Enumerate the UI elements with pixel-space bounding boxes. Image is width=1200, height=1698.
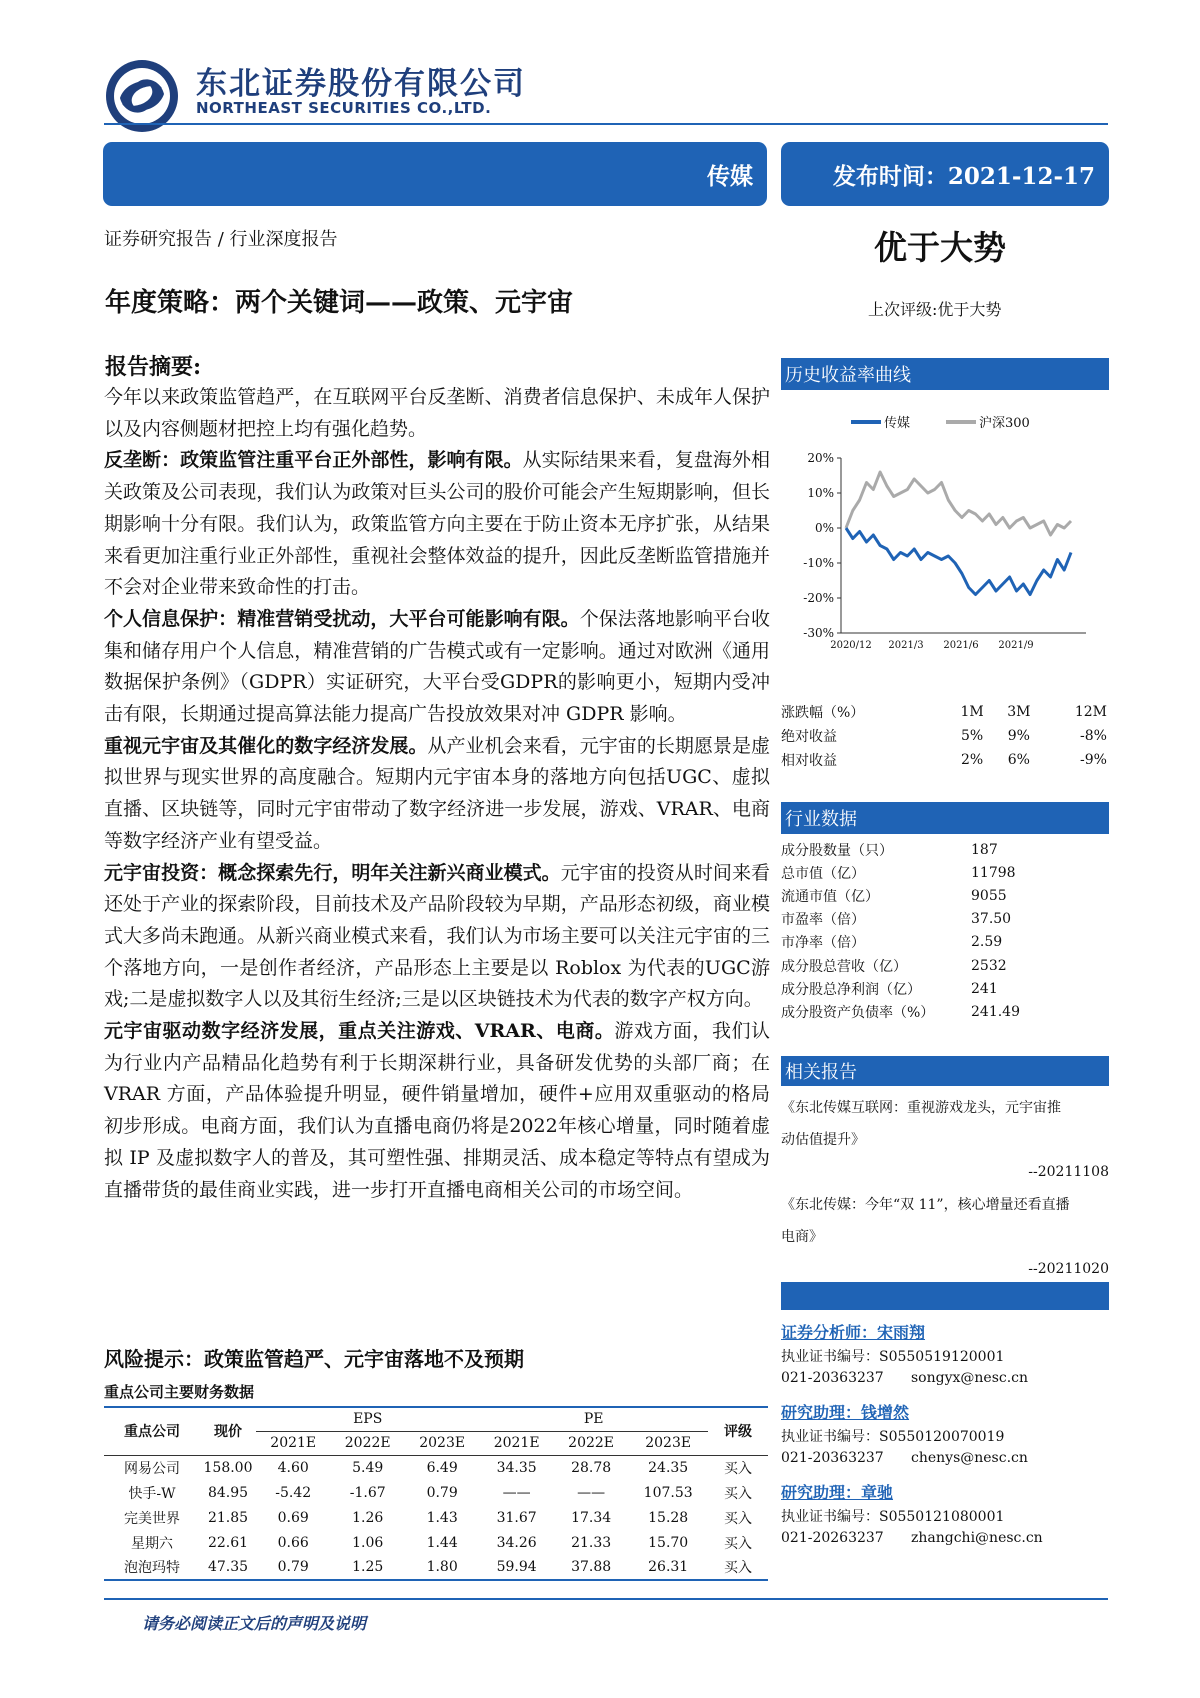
industry-label: 总市值（亿） <box>781 865 865 882</box>
cell-price: 158.00 <box>203 1459 253 1476</box>
col-company: 重点公司 <box>124 1424 180 1441</box>
analyst-email[interactable]: zhangchi@nesc.cn <box>911 1530 1043 1546</box>
paragraph-heading: 反垄断：政策监管注重平台正外部性，影响有限。 <box>104 449 523 472</box>
abstract-paragraph <box>104 858 770 1017</box>
analyst-cert: 执业证书编号：S0550120070019 <box>781 1429 1005 1445</box>
cell-eps: -5.42 <box>275 1484 312 1501</box>
industry-value: 241.49 <box>971 1003 1020 1020</box>
industry-label: 成分股总营收（亿） <box>781 958 907 975</box>
perf-row <box>781 748 1107 772</box>
fin-table-title: 重点公司主要财务数据 <box>104 1383 255 1401</box>
year-cell: 2023E <box>419 1435 466 1451</box>
x-tick-label: 2021/6 <box>943 640 979 651</box>
cell-price: 47.35 <box>207 1559 249 1575</box>
cell-eps: -1.67 <box>349 1484 386 1501</box>
col-pe: PE <box>479 1407 708 1431</box>
industry-value: 2.59 <box>971 934 1003 951</box>
rating: 优于大势 <box>874 228 1006 267</box>
year-cell: 2022E <box>344 1435 391 1451</box>
cell-eps: 6.49 <box>426 1459 458 1476</box>
abstract-body <box>104 382 770 1206</box>
perf-header: 3M <box>1007 704 1031 720</box>
table-row <box>104 1530 768 1555</box>
cell-pe: 31.67 <box>496 1509 537 1526</box>
year-cell: 2023E <box>645 1435 692 1451</box>
chart-section-bar <box>781 358 1109 390</box>
cell-pe: 34.35 <box>496 1459 537 1476</box>
x-tick-label: 2020/12 <box>830 640 872 651</box>
perf-cell: 6% <box>1007 752 1030 768</box>
related-section-bar <box>781 1056 1109 1086</box>
y-tick-label: 10% <box>807 486 834 500</box>
perf-cell: 9% <box>1007 728 1030 744</box>
x-tick-label: 2021/3 <box>888 640 924 651</box>
perf-row <box>781 724 1107 748</box>
y-tick-label: -30% <box>803 626 834 640</box>
perf-header: 涨跌幅（%） <box>781 705 865 721</box>
risk-warning: 风险提示：政策监管趋严、元宇宙落地不及预期 <box>104 1347 524 1371</box>
previous-rating: 上次评级:优于大势 <box>868 300 1002 319</box>
related-report-date: --20211020 <box>1028 1261 1109 1277</box>
cell-pe: 59.94 <box>496 1559 537 1575</box>
related-report-line: 《东北传媒：今年“双 11”，核心增量还看直播 <box>781 1197 1070 1213</box>
cell-rating: 买入 <box>724 1460 752 1477</box>
cell-eps: 0.79 <box>426 1484 458 1501</box>
industry-label: 市盈率（倍） <box>781 912 865 929</box>
cell-eps: 1.25 <box>352 1559 384 1575</box>
perf-cell: 2% <box>960 752 984 768</box>
cell-eps: 0.69 <box>277 1509 309 1526</box>
cell-pe: —— <box>502 1484 531 1501</box>
abstract-heading: 报告摘要: <box>105 354 202 380</box>
cell-eps: 1.80 <box>426 1559 458 1575</box>
year-cell: 2021E <box>493 1435 540 1451</box>
cell-eps: 4.60 <box>277 1459 309 1476</box>
analyst-phone: 021-20263237 <box>781 1530 884 1546</box>
cell-price: 84.95 <box>207 1484 249 1501</box>
perf-cell: -8% <box>1080 728 1107 744</box>
cell-rating: 买入 <box>724 1485 752 1502</box>
legend-label: 沪深300 <box>979 416 1030 431</box>
sector-label: 传媒 <box>707 162 753 190</box>
y-tick-label: -10% <box>803 556 834 570</box>
industry-value: 9055 <box>971 887 1007 904</box>
y-tick-label: 20% <box>807 451 834 465</box>
analyst-phone: 021-20363237 <box>781 1370 884 1386</box>
cell-pe: 24.35 <box>648 1459 689 1476</box>
analyst-contact <box>781 1530 1109 1560</box>
cell-rating: 买入 <box>724 1510 752 1527</box>
cell-name: 网易公司 <box>124 1460 180 1477</box>
industry-label: 成分股总净利润（亿） <box>781 981 921 998</box>
company-name-cn: 东北证券股份有限公司 <box>196 66 526 102</box>
cell-pe: 28.78 <box>571 1459 612 1476</box>
table-row <box>104 1505 768 1530</box>
related-section-title: 相关报告 <box>785 1062 857 1083</box>
cell-pe: 34.26 <box>496 1534 537 1551</box>
industry-row <box>781 954 1081 977</box>
table-row <box>104 1480 768 1505</box>
financial-table <box>104 1406 768 1581</box>
related-report-line: 《东北传媒互联网：重视游戏龙头，元宇宙推 <box>781 1100 1061 1116</box>
performance-table <box>781 700 1107 772</box>
legend-label: 传媒 <box>884 416 911 431</box>
cell-name: 泡泡玛特 <box>124 1560 180 1576</box>
abstract-paragraph <box>104 731 770 858</box>
sector-banner <box>103 142 767 206</box>
paragraph-text: 今年以来政策监管趋严，在互联网平台反垄断、消费者信息保护、未成年人保护以及内容侧题材把控上均有强化趋势。 <box>104 386 770 440</box>
table-header-row <box>104 1407 768 1431</box>
abstract-paragraph <box>104 604 770 731</box>
paragraph-text: 从实际结果来看，复盘海外相关政策及公司表现，我们认为政策对巨头公司的股价可能会产生短期影响，但长期影响十分有限。我们认为，政策监管方向主要在于防止资本无序扩张，从结果来看更加注重行业正外部性，重视社会整体效益的提升，因此反垄断监管措施并不会对企业带来致命性的打击。 <box>104 449 770 599</box>
perf-header: 12M <box>1074 704 1107 720</box>
industry-row <box>781 1000 1081 1023</box>
cell-pe: 107.53 <box>643 1484 693 1501</box>
industry-value: 187 <box>971 841 998 858</box>
perf-header-row <box>781 700 1107 724</box>
table-row <box>104 1555 768 1580</box>
year-cell: 2021E <box>270 1435 317 1451</box>
related-report-line: 电商》 <box>781 1229 823 1245</box>
paragraph-heading: 元宇宙驱动数字经济发展，重点关注游戏、VRAR、电商。 <box>104 1020 615 1043</box>
paragraph-heading: 个人信息保护：精准营销受扰动，大平台可能影响有限。 <box>104 607 580 630</box>
paragraph-text: 游戏方面，我们认为行业内产品精品化趋势有利于长期深耕行业，具备研发优势的头部厂商；在 VRAR 方面，产品体验提升明显，硬件销量增加，硬件+应用双重驱动的格局初步形成。电商方面，我们认为直播电商仍将是2022年核心增量，同时随着虚拟 IP 及虚拟数字人的普及，其可塑性强、排期灵活、成本稳定等特点有望成为直播带货的最佳商业实践，进一步打开直播电商相关公司的市场空间。 <box>104 1020 770 1201</box>
cell-eps: 1.43 <box>426 1509 458 1526</box>
analyst-cert: 执业证书编号：S0550121080001 <box>781 1509 1005 1525</box>
cell-eps: 5.49 <box>352 1459 384 1476</box>
chart-section-title: 历史收益率曲线 <box>785 365 911 386</box>
analyst-cert: 执业证书编号：S0550519120001 <box>781 1349 1005 1365</box>
cell-name: 完美世界 <box>124 1510 180 1527</box>
industry-value: 37.50 <box>971 911 1012 928</box>
cell-eps: 1.26 <box>352 1509 384 1526</box>
footer-divider <box>104 1598 1108 1600</box>
perf-cell: 相对收益 <box>781 753 837 769</box>
abstract-paragraph <box>104 445 770 604</box>
paragraph-heading: 元宇宙投资：概念探索先行，明年关注新兴商业模式。 <box>104 861 561 884</box>
related-report-1[interactable] <box>781 1092 1109 1188</box>
cell-pe: 26.31 <box>648 1559 689 1575</box>
related-report-line: 动估值提升》 <box>781 1132 865 1148</box>
cell-pe: 17.34 <box>571 1509 612 1526</box>
year-cell: 2022E <box>568 1435 615 1451</box>
paragraph-text: 个保法落地影响平台收集和储存用户个人信息，精准营销的广告模式或有一定影响。通过对欧洲《通用数据保护条例》（GDPR）实证研究，大平台受GDPR的影响更小，短期内受冲击有限，长期通过提高算法能力提高广告投放效果对冲 GDPR 影响。 <box>104 607 770 726</box>
cell-price: 21.85 <box>207 1509 249 1526</box>
cell-rating: 买入 <box>724 1560 752 1576</box>
abstract-paragraph <box>104 382 770 445</box>
perf-header: 1M <box>960 704 984 720</box>
analyst-email[interactable]: songyx@nesc.cn <box>911 1370 1029 1386</box>
industry-row <box>781 931 1081 954</box>
cell-pe: 37.88 <box>571 1559 612 1575</box>
abstract-paragraph <box>104 1016 770 1206</box>
publish-banner <box>781 142 1109 206</box>
analyst-contact <box>781 1370 1109 1400</box>
x-tick-label: 2021/9 <box>998 640 1034 651</box>
footer-disclaimer: 请务必阅读正文后的声明及说明 <box>142 1614 367 1633</box>
perf-cell: 5% <box>960 728 984 744</box>
publish-date: 发布时间：2021-12-17 <box>832 162 1095 190</box>
industry-section-bar <box>781 802 1109 834</box>
industry-label: 成分股数量（只） <box>781 842 893 859</box>
y-tick-label: -20% <box>803 591 834 605</box>
analyst-title: 研究助理：钱增然 <box>781 1403 910 1422</box>
analyst-title: 证券分析师：宋雨翔 <box>781 1323 926 1342</box>
cell-name: 快手-W <box>128 1485 176 1502</box>
industry-row <box>781 908 1081 931</box>
cell-rating: 买入 <box>724 1535 752 1552</box>
analyst-contact <box>781 1450 1109 1480</box>
cell-eps: 0.79 <box>277 1559 309 1575</box>
perf-cell: 绝对收益 <box>781 729 837 745</box>
paragraph-heading: 重视元宇宙及其催化的数字经济发展。 <box>104 734 428 757</box>
cell-eps: 1.06 <box>352 1534 384 1551</box>
paragraph-text: 元宇宙的投资从时间来看还处于产业的探索阶段，目前技术及产品阶段较为早期，产品形态初级，商业模式大多尚未跑通。从新兴商业模式来看，我们认为市场主要可以关注元宇宙的三个落地方向，一是创作者经济，产品形态上主要是以 Roblox 为代表的UGC游戏;二是虚拟数字人以及其衍生经济;三是以区块链技术为代表的数字产权方向。 <box>104 861 770 1011</box>
company-name-en: NORTHEAST SECURITIES CO.,LTD. <box>196 99 492 117</box>
cell-pe: 15.28 <box>648 1509 689 1526</box>
industry-label: 流通市值（亿） <box>781 888 879 905</box>
related-report-date: --20211108 <box>1028 1164 1109 1180</box>
report-title: 年度策略：两个关键词——政策、元宇宙 <box>105 288 574 318</box>
report-type: 证券研究报告 / 行业深度报告 <box>104 229 338 250</box>
industry-value: 2532 <box>971 957 1007 974</box>
industry-label: 成分股资产负债率（%） <box>781 1004 935 1021</box>
analyst-section-bar <box>781 1282 1109 1310</box>
analyst-phone: 021-20363237 <box>781 1450 884 1466</box>
paragraph-text: 从产业机会来看，元宇宙的长期愿景是虚拟世界与现实世界的高度融合。短期内元宇宙本身的落地方向包括UGC、虚拟直播、区块链等，同时元宇宙带动了数字经济进一步发展，游戏、VRAR、电商等数字经济产业有望受益。 <box>104 734 770 852</box>
col-eps: EPS <box>256 1407 479 1431</box>
industry-label: 市净率（倍） <box>781 935 865 952</box>
cell-pe: 15.70 <box>648 1534 689 1551</box>
industry-row <box>781 838 1081 861</box>
industry-table <box>781 838 1081 1024</box>
analyst-email[interactable]: chenys@nesc.cn <box>911 1450 1028 1466</box>
cell-eps: 1.44 <box>426 1534 458 1551</box>
table-row <box>104 1455 768 1480</box>
industry-row <box>781 977 1081 1000</box>
industry-value: 11798 <box>971 864 1016 881</box>
industry-row <box>781 861 1081 884</box>
industry-value: 241 <box>971 980 998 997</box>
perf-cell: -9% <box>1080 752 1107 768</box>
cell-price: 22.61 <box>207 1534 249 1551</box>
col-rating: 评级 <box>724 1424 752 1441</box>
cell-eps: 0.66 <box>277 1534 309 1551</box>
series-line <box>846 472 1071 535</box>
series-line <box>846 528 1071 595</box>
return-chart <box>781 400 1109 660</box>
col-price: 现价 <box>214 1424 242 1441</box>
industry-row <box>781 884 1081 907</box>
cell-pe: —— <box>577 1484 606 1501</box>
analyst-block <box>781 1320 1109 1560</box>
y-tick-label: 0% <box>814 521 834 535</box>
cell-pe: 21.33 <box>571 1534 612 1551</box>
analyst-title: 研究助理：章驰 <box>781 1483 894 1502</box>
cell-name: 星期六 <box>131 1535 173 1552</box>
industry-section-title: 行业数据 <box>785 809 857 830</box>
header-divider <box>104 123 1108 125</box>
related-report-2[interactable] <box>781 1189 1109 1285</box>
